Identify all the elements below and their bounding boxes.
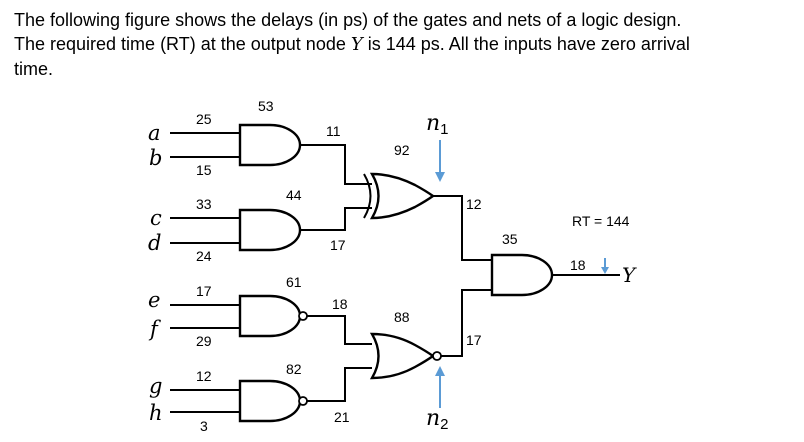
input-label-e: e xyxy=(148,288,161,312)
input-label-g: g xyxy=(149,374,163,398)
delay-net-a: 25 xyxy=(196,111,212,127)
output-variable: Y xyxy=(350,34,363,55)
gate-g7-and xyxy=(492,255,552,295)
delay-net-g2-xor: 17 xyxy=(330,237,346,253)
delay-gate-g5: 92 xyxy=(394,142,410,158)
delay-net-e: 17 xyxy=(196,283,212,299)
gate-g1-and xyxy=(240,125,300,165)
output-label-y: Y xyxy=(622,263,636,287)
delay-gate-g4: 82 xyxy=(286,361,302,377)
gate-g4-nand xyxy=(240,381,300,421)
node-label-n1: n1 xyxy=(426,111,449,138)
delay-net-c: 33 xyxy=(196,196,212,212)
delay-gate-g2: 44 xyxy=(286,187,302,203)
gate-g5-xor xyxy=(364,174,433,218)
input-label-d: d xyxy=(148,231,162,255)
delay-net-d: 24 xyxy=(196,248,212,264)
delay-gate-g7: 35 xyxy=(502,231,518,247)
node-label-n2: n2 xyxy=(426,406,449,433)
gate-g3-bubble xyxy=(299,312,307,320)
input-label-h: h xyxy=(149,401,163,425)
delay-gate-g3: 61 xyxy=(286,274,302,290)
problem-line-1: The following figure shows the delays (in ps) of the gates and nets of a logic design. xyxy=(14,10,682,30)
gate-g2-and xyxy=(240,210,300,250)
input-label-c: c xyxy=(150,206,162,230)
input-label-b: b xyxy=(149,146,163,170)
delay-net-xor-out: 12 xyxy=(466,196,482,212)
input-label-f: f xyxy=(150,317,158,341)
output-arrow xyxy=(601,258,609,274)
delay-net-nor-out: 17 xyxy=(466,332,482,348)
delay-net-out-y: 18 xyxy=(570,257,586,273)
delay-net-g1-xor: 11 xyxy=(326,123,341,139)
node-n2-arrow xyxy=(435,366,445,408)
gate-g4-bubble xyxy=(299,397,307,405)
delay-gate-g6: 88 xyxy=(394,309,410,325)
delay-net-b: 15 xyxy=(196,162,212,178)
delay-net-g3-nor: 18 xyxy=(332,296,348,312)
required-time-label: RT = 144 xyxy=(572,213,630,229)
input-label-a: a xyxy=(148,121,161,145)
problem-line-3: time. xyxy=(14,59,54,79)
delay-net-g4-nor: 21 xyxy=(334,409,350,425)
internal-wires xyxy=(300,145,620,401)
delay-net-f: 29 xyxy=(196,333,212,349)
gate-g3-nand xyxy=(240,296,300,336)
delay-net-g: 12 xyxy=(196,368,212,384)
node-n1-arrow xyxy=(435,140,445,182)
problem-line-2-prefix: The required time (RT) at the output node xyxy=(14,34,351,54)
gate-g6-nor xyxy=(372,334,441,378)
problem-line-2-suffix: is 144 ps. All the inputs have zero arrival xyxy=(362,34,690,54)
delay-gate-g1: 53 xyxy=(258,98,274,114)
delay-net-h: 3 xyxy=(200,418,208,434)
